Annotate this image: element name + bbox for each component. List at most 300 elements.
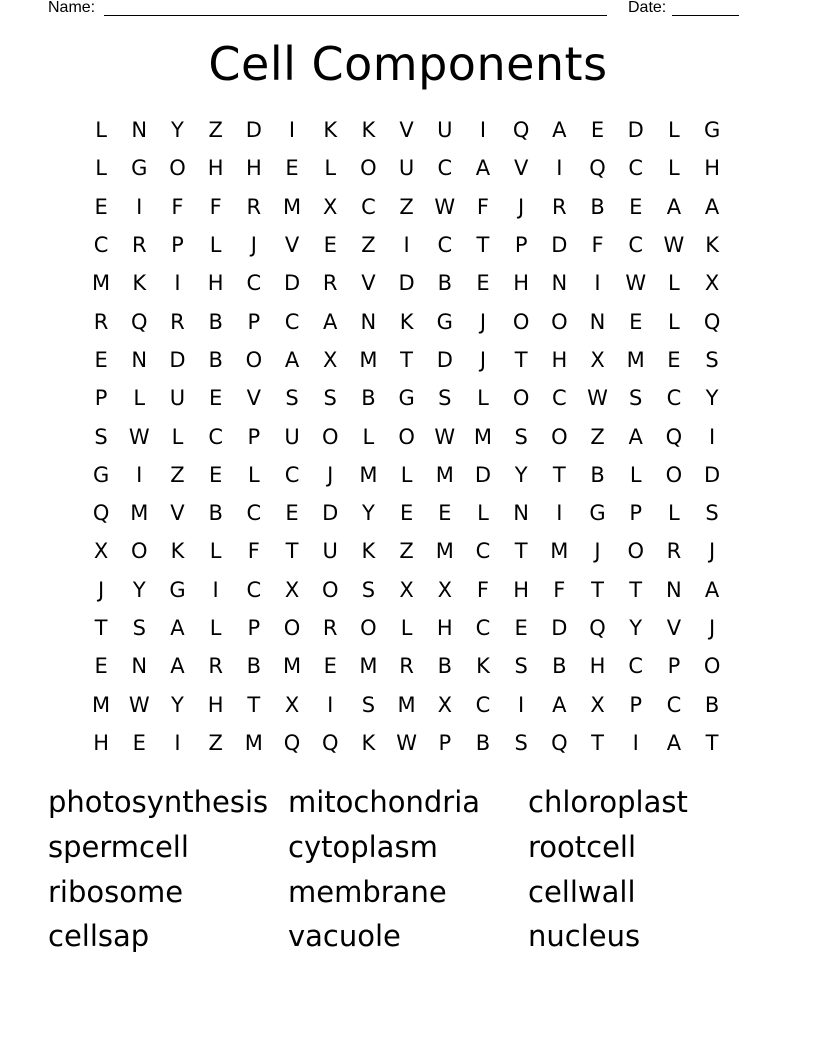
grid-letter: N [666,577,682,602]
grid-letter: H [513,577,530,602]
grid-letter: L [171,424,184,449]
grid-letter: K [170,539,185,564]
grid-letter: O [360,156,377,181]
grid-letter: I [556,501,563,526]
grid-letter: H [436,616,453,640]
grid-letter: F [171,194,184,219]
grid-letter: P [629,692,643,717]
grid-letter: T [591,577,604,602]
grid-letter: S [514,424,528,449]
grid-letter: K [132,271,147,296]
grid-letter: S [629,386,643,411]
grid-letter: V [513,156,529,181]
grid-letter: N [589,309,606,334]
grid-letter: L [324,156,337,181]
grid-letter: A [170,616,185,640]
grid-letter: Y [171,692,184,717]
grid-letter: O [245,347,263,372]
grid-letter: E [209,386,223,411]
grid-letter: E [629,194,643,219]
grid-letter: B [246,654,262,679]
grid-letter: E [667,347,681,372]
grid-letter: M [435,462,454,487]
grid-letter: D [436,347,453,372]
grid-letter: Z [361,233,376,258]
grid-letter: Z [399,539,414,564]
grid-letter: I [708,424,716,449]
grid-letter: R [170,309,185,334]
grid-letter: U [322,539,338,564]
grid-letter: O [512,386,530,411]
grid-letter: A [666,194,682,219]
grid-letter: C [93,233,109,258]
grid-letter: O [551,309,568,334]
grid-letter: O [169,156,186,181]
grid-letter: W [128,692,150,717]
grid-letter: D [551,616,568,640]
grid-letter: G [398,386,415,411]
grid-letter: P [247,309,261,334]
grid-letter: J [518,194,525,219]
grid-letter: T [705,730,719,755]
grid-letter: Y [132,577,146,602]
word-list-item: mitochondria [288,785,481,819]
grid-letter: R [322,271,338,296]
grid-letter: B [552,654,567,679]
grid-letter: L [668,118,680,143]
grid-letter: Y [514,462,528,487]
grid-letter: Q [283,730,301,755]
grid-letter: R [666,539,682,564]
grid-letter: B [437,271,452,296]
grid-letter: W [434,424,456,449]
grid-letter: P [438,730,452,755]
grid-letter: D [551,233,568,258]
grid-letter: T [629,577,643,602]
grid-letter: I [518,692,525,717]
grid-letter: E [476,271,490,296]
grid-letter: Z [208,730,223,755]
grid-letter: L [629,462,642,487]
date-label: Date: [628,0,667,16]
grid-letter: C [437,156,453,181]
grid-letter: G [92,462,110,487]
grid-letter: V [246,386,262,411]
grid-letter: C [628,233,644,258]
grid-letter: D [322,501,339,526]
grid-letter: I [212,577,219,602]
word-list-item: cellsap [48,919,150,954]
grid-letter: L [209,539,222,564]
grid-letter: W [625,271,647,296]
grid-letter: L [668,271,680,296]
grid-letter: D [398,271,415,296]
grid-letter: Q [321,730,339,755]
grid-letter: M [282,194,302,219]
grid-letter: W [663,233,685,258]
grid-letter: W [396,730,417,755]
grid-letter: Z [590,424,605,449]
grid-letter: H [589,654,606,679]
grid-letter: K [705,233,719,258]
grid-letter: I [479,118,487,143]
grid-letter: S [705,501,719,526]
grid-letter: C [475,692,491,717]
grid-letter: M [397,692,416,717]
grid-letter: A [323,309,338,334]
grid-letter: D [704,462,721,487]
grid-letter: C [628,156,644,181]
grid-letter: C [246,577,262,602]
grid-letter: A [552,118,567,143]
grid-letter: P [514,233,528,258]
grid-row [82,379,732,417]
grid-row [82,417,732,455]
grid-letter: H [207,271,224,296]
grid-letter: X [399,577,414,602]
grid-letter: L [247,462,260,487]
grid-letter: U [169,386,186,411]
grid-letter: C [246,501,262,526]
grid-letter: E [132,730,146,755]
grid-letter: A [704,577,720,602]
grid-letter: D [627,118,644,143]
grid-letter: O [703,654,721,679]
word-list-item: photosynthesis [48,785,269,819]
grid-letter: X [323,347,338,372]
grid-letter: I [174,271,181,296]
grid-letter: J [708,539,716,564]
grid-letter: R [322,616,338,640]
grid-letter: G [169,577,186,602]
grid-letter: O [283,616,301,640]
grid-letter: A [284,347,300,372]
grid-letter: J [479,309,487,334]
grid-letter: A [475,156,491,181]
grid-letter: C [284,309,300,334]
grid-letter: H [207,692,224,717]
grid-letter: N [360,309,377,334]
grid-letter: P [171,233,184,258]
grid-letter: G [436,309,453,334]
grid-letter: E [590,118,605,143]
grid-letter: B [704,692,720,717]
grid-letter: K [476,654,490,679]
grid-letter: J [327,462,334,487]
grid-letter: A [666,730,682,755]
grid-letter: X [284,577,300,602]
grid-letter: P [94,386,108,411]
grid-letter: R [93,309,109,334]
grid-letter: X [704,271,720,296]
grid-letter: O [131,539,148,564]
grid-letter: N [131,118,148,143]
grid-letter: H [551,347,568,372]
grid-letter: J [594,539,601,564]
grid-letter: L [668,309,680,334]
grid-letter: S [705,347,719,372]
grid-letter: M [92,271,111,296]
grid-letter: X [93,539,109,564]
grid-letter: O [512,309,530,334]
grid-letter: L [477,386,489,411]
date-blank-line [672,15,739,16]
grid-letter: F [591,233,604,258]
grid-letter: Y [361,501,375,526]
grid-letter: M [359,347,378,372]
grid-letter: X [437,577,452,602]
grid-letter: S [361,577,376,602]
grid-letter: I [403,233,410,258]
grid-letter: Q [589,616,606,640]
grid-letter: T [400,347,413,372]
grid-letter: X [284,692,300,717]
grid-letter: I [174,730,181,755]
grid-letter: G [131,156,148,181]
grid-letter: E [209,462,223,487]
grid-letter: A [552,692,567,717]
grid-letter: C [475,539,491,564]
grid-letter: L [400,462,413,487]
grid-letter: L [95,156,107,181]
grid-letter: R [208,654,223,679]
grid-letter: C [437,233,453,258]
grid-letter: Q [551,730,568,755]
grid-letter: C [666,386,682,411]
grid-letter: M [550,539,569,564]
grid-letter: W [587,386,608,411]
word-list-item: chloroplast [528,785,688,819]
name-blank-line [104,15,607,16]
word-list-item: membrane [288,874,447,909]
word-list [48,780,768,959]
grid-letter: M [92,692,111,717]
grid-letter: D [283,271,301,296]
grid-letter: W [434,194,456,219]
grid-letter: C [284,462,300,487]
grid-letter: O [321,424,339,449]
grid-letter: O [321,577,339,602]
grid-letter: F [553,577,566,602]
grid-letter: N [513,501,530,526]
word-list-item: ribosome [48,874,184,909]
grid-letter: S [514,654,528,679]
grid-letter: T [476,233,490,258]
grid-letter: D [169,347,186,372]
grid-letter: A [704,194,720,219]
grid-letter: S [361,692,376,717]
grid-letter: W [128,424,150,449]
grid-letter: Q [703,309,721,334]
grid-letter: T [514,539,528,564]
grid-letter: T [591,730,604,755]
grid-letter: S [323,386,337,411]
grid-letter: X [437,692,452,717]
grid-letter: M [626,347,645,372]
grid-letter: Q [512,118,530,143]
grid-letter: S [94,424,108,449]
grid-row [82,647,732,685]
grid-letter: B [208,309,223,334]
grid-row [82,111,732,149]
grid-letter: M [244,730,263,755]
grid-row [82,494,732,532]
grid-letter: M [473,424,493,449]
grid-letter: B [208,347,223,372]
grid-letter: Q [131,309,148,334]
grid-letter: R [131,233,147,258]
grid-letter: E [94,194,108,219]
grid-letter: J [708,616,716,640]
grid-letter: H [513,271,530,296]
grid-letter: O [398,424,415,449]
grid-letter: N [131,347,148,372]
grid-letter: Y [705,386,719,411]
grid-letter: P [667,654,681,679]
grid-letter: S [132,616,146,640]
grid-letter: F [476,194,490,219]
grid-letter: E [323,654,337,679]
grid-letter: E [94,347,108,372]
grid-letter: L [477,501,489,526]
grid-letter: R [399,654,414,679]
grid-letter: J [479,347,487,372]
grid-letter: T [552,462,566,487]
grid-letter: L [209,233,222,258]
grid-letter: F [247,539,260,564]
grid-letter: S [285,386,299,411]
grid-letter: G [703,118,721,143]
grid-letter: M [282,654,302,679]
grid-letter: M [359,462,378,487]
grid-letter: T [514,347,528,372]
grid-letter: B [590,462,605,487]
grid-letter: Z [170,462,185,487]
grid-letter: E [285,501,299,526]
name-label: Name: [48,0,96,16]
grid-letter: T [285,539,299,564]
grid-row [82,188,732,226]
grid-row [82,264,732,302]
grid-letter: E [285,156,299,181]
word-list-item: cytoplasm [288,829,438,864]
grid-letter: Y [629,616,643,640]
grid-letter: V [399,118,414,143]
word-list-item: vacuole [288,919,401,954]
grid-row [82,302,732,340]
grid-letter: X [323,194,338,219]
grid-letter: M [435,539,454,564]
grid-letter: M [130,501,149,526]
grid-row [82,456,732,494]
grid-letter: T [247,692,261,717]
grid-letter: Q [92,501,110,526]
grid-letter: I [288,118,296,143]
grid-letter: C [628,654,644,679]
grid-row [82,341,732,379]
grid-letter: L [668,156,680,181]
grid-letter: H [207,156,224,181]
grid-letter: V [666,616,682,640]
grid-letter: E [399,501,414,526]
grid-letter: O [665,462,683,487]
grid-letter: L [209,616,222,640]
grid-letter: Z [208,118,223,143]
grid-letter: Q [589,156,606,181]
grid-letter: O [360,616,377,640]
grid-letter: H [245,156,262,181]
grid-letter: R [552,194,567,219]
grid-letter: C [666,692,682,717]
grid-letter: X [590,692,605,717]
grid-letter: L [133,386,146,411]
grid-letter: L [400,616,413,640]
grid-letter: B [590,194,605,219]
grid-letter: K [361,118,376,143]
grid-letter: E [438,501,452,526]
grid-letter: A [628,424,643,449]
grid-row [82,532,732,570]
grid-letter: U [398,156,415,181]
grid-row [82,685,732,723]
grid-letter: J [97,577,105,602]
grid-letter: V [284,233,300,258]
grid-letter: E [94,654,108,679]
grid-letter: L [95,118,107,143]
grid-letter: I [632,730,639,755]
grid-letter: B [475,730,491,755]
word-list-item: spermcell [48,829,189,864]
grid-letter: L [362,424,375,449]
grid-letter: B [361,386,376,411]
grid-letter: J [250,233,257,258]
grid-letter: F [209,194,222,219]
grid-letter: V [361,271,376,296]
grid-letter: K [361,539,376,564]
word-list-item: nucleus [528,919,641,954]
grid-letter: P [629,501,643,526]
grid-letter: I [556,156,563,181]
letter-grid [82,111,732,762]
grid-letter: N [551,271,568,296]
header [0,0,816,20]
grid-letter: K [323,118,338,143]
grid-letter: C [552,386,567,411]
grid-letter: I [327,692,334,717]
grid-row [82,149,732,187]
grid-letter: N [131,654,148,679]
grid-letter: G [589,501,606,526]
grid-letter: O [627,539,644,564]
grid-letter: E [629,309,643,334]
grid-letter: F [476,577,490,602]
grid-letter: I [136,194,143,219]
grid-row [82,571,732,609]
page-title: Cell Components [208,37,608,91]
grid-letter: D [245,118,262,143]
grid-letter: C [475,616,491,640]
grid-letter: I [594,271,601,296]
grid-letter: S [514,730,528,755]
grid-letter: Y [171,118,184,143]
grid-row [82,226,732,264]
grid-letter: S [438,386,452,411]
grid-letter: U [437,118,453,143]
grid-letter: C [246,271,262,296]
grid-row [82,724,732,762]
grid-letter: D [474,462,492,487]
grid-letter: E [323,233,337,258]
